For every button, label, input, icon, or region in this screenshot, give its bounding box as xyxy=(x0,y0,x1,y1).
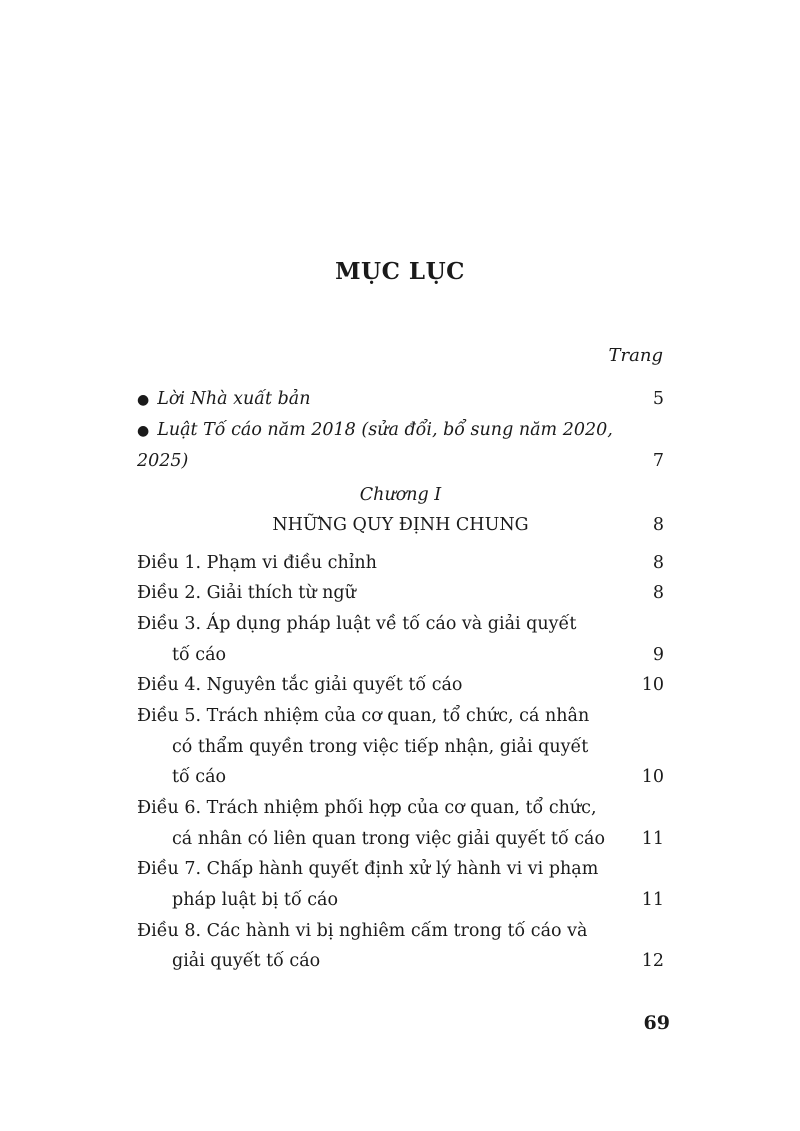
toc-line-page: 11 xyxy=(641,829,664,849)
toc-line xyxy=(137,548,664,578)
page-column-label: Trang xyxy=(608,345,663,366)
toc-line xyxy=(137,640,664,670)
toc-line-page: 12 xyxy=(641,951,664,971)
toc-line xyxy=(137,670,664,700)
toc-line-text: Điều 8. Các hành vi bị nghiêm cấm trong tố cáo và xyxy=(137,921,588,941)
toc-line-page: 9 xyxy=(652,645,664,665)
toc-line-page: 11 xyxy=(641,890,664,910)
bullet-icon: ● xyxy=(137,423,150,439)
chapter-label: Chương I xyxy=(359,485,442,505)
chapter-title-row xyxy=(137,510,664,540)
toc-line-text: Điều 3. Áp dụng pháp luật về tố cáo và giải quyết xyxy=(137,614,577,634)
toc-line xyxy=(137,854,664,884)
toc-entry-law-continued xyxy=(137,446,664,476)
toc-line-text: Điều 6. Trách nhiệm phối hợp của cơ quan, tổ chức, xyxy=(137,798,597,818)
chapter-page: 8 xyxy=(652,515,664,535)
chapter-title: NHỮNG QUY ĐỊNH CHUNG xyxy=(272,515,529,535)
toc-entry-text: Luật Tố cáo năm 2018 (sửa đổi, bổ sung năm 2020, xyxy=(157,420,613,440)
toc-line-page: 8 xyxy=(652,553,664,573)
toc-line-page: 10 xyxy=(641,767,664,787)
toc-line xyxy=(137,578,664,608)
toc-line-text: Điều 2. Giải thích từ ngữ xyxy=(137,583,356,603)
toc-line-page: 10 xyxy=(641,675,664,695)
toc-entry-publisher-note xyxy=(137,384,664,414)
bullet-icon: ● xyxy=(137,392,150,408)
toc-line-text: có thẩm quyền trong việc tiếp nhận, giải quyết xyxy=(172,737,589,757)
toc-line-text: Điều 7. Chấp hành quyết định xử lý hành vi vi phạm xyxy=(137,859,599,879)
toc-line-text: Điều 1. Phạm vi điều chỉnh xyxy=(137,553,377,573)
toc-entry-law xyxy=(137,415,664,445)
toc-line xyxy=(137,793,664,823)
toc-line xyxy=(137,824,664,854)
toc-line-text: cá nhân có liên quan trong việc giải quyết tố cáo xyxy=(172,829,605,849)
toc-line-text: pháp luật bị tố cáo xyxy=(172,890,339,910)
toc-entry-text: Lời Nhà xuất bản xyxy=(157,389,311,409)
toc-entry-text: 2025) xyxy=(137,451,189,471)
toc-line xyxy=(137,701,664,731)
toc-line xyxy=(137,946,664,976)
toc-entry-page: 5 xyxy=(652,389,664,409)
toc-line xyxy=(137,885,664,915)
toc-entry-page: 7 xyxy=(652,451,664,471)
toc-line-page: 8 xyxy=(652,583,664,603)
toc-line-text: giải quyết tố cáo xyxy=(172,951,321,971)
toc-line xyxy=(137,732,664,762)
toc-line-text: Điều 5. Trách nhiệm của cơ quan, tổ chức, cá nhân xyxy=(137,706,590,726)
page-title: MỤC LỤC xyxy=(335,258,465,285)
toc-line xyxy=(137,609,664,639)
toc-line xyxy=(137,762,664,792)
toc-line-text: tố cáo xyxy=(172,645,227,665)
toc-line-text: Điều 4. Nguyên tắc giải quyết tố cáo xyxy=(137,675,463,695)
toc-line-text: tố cáo xyxy=(172,767,227,787)
page-number: 69 xyxy=(643,1012,670,1034)
toc-line xyxy=(137,916,664,946)
